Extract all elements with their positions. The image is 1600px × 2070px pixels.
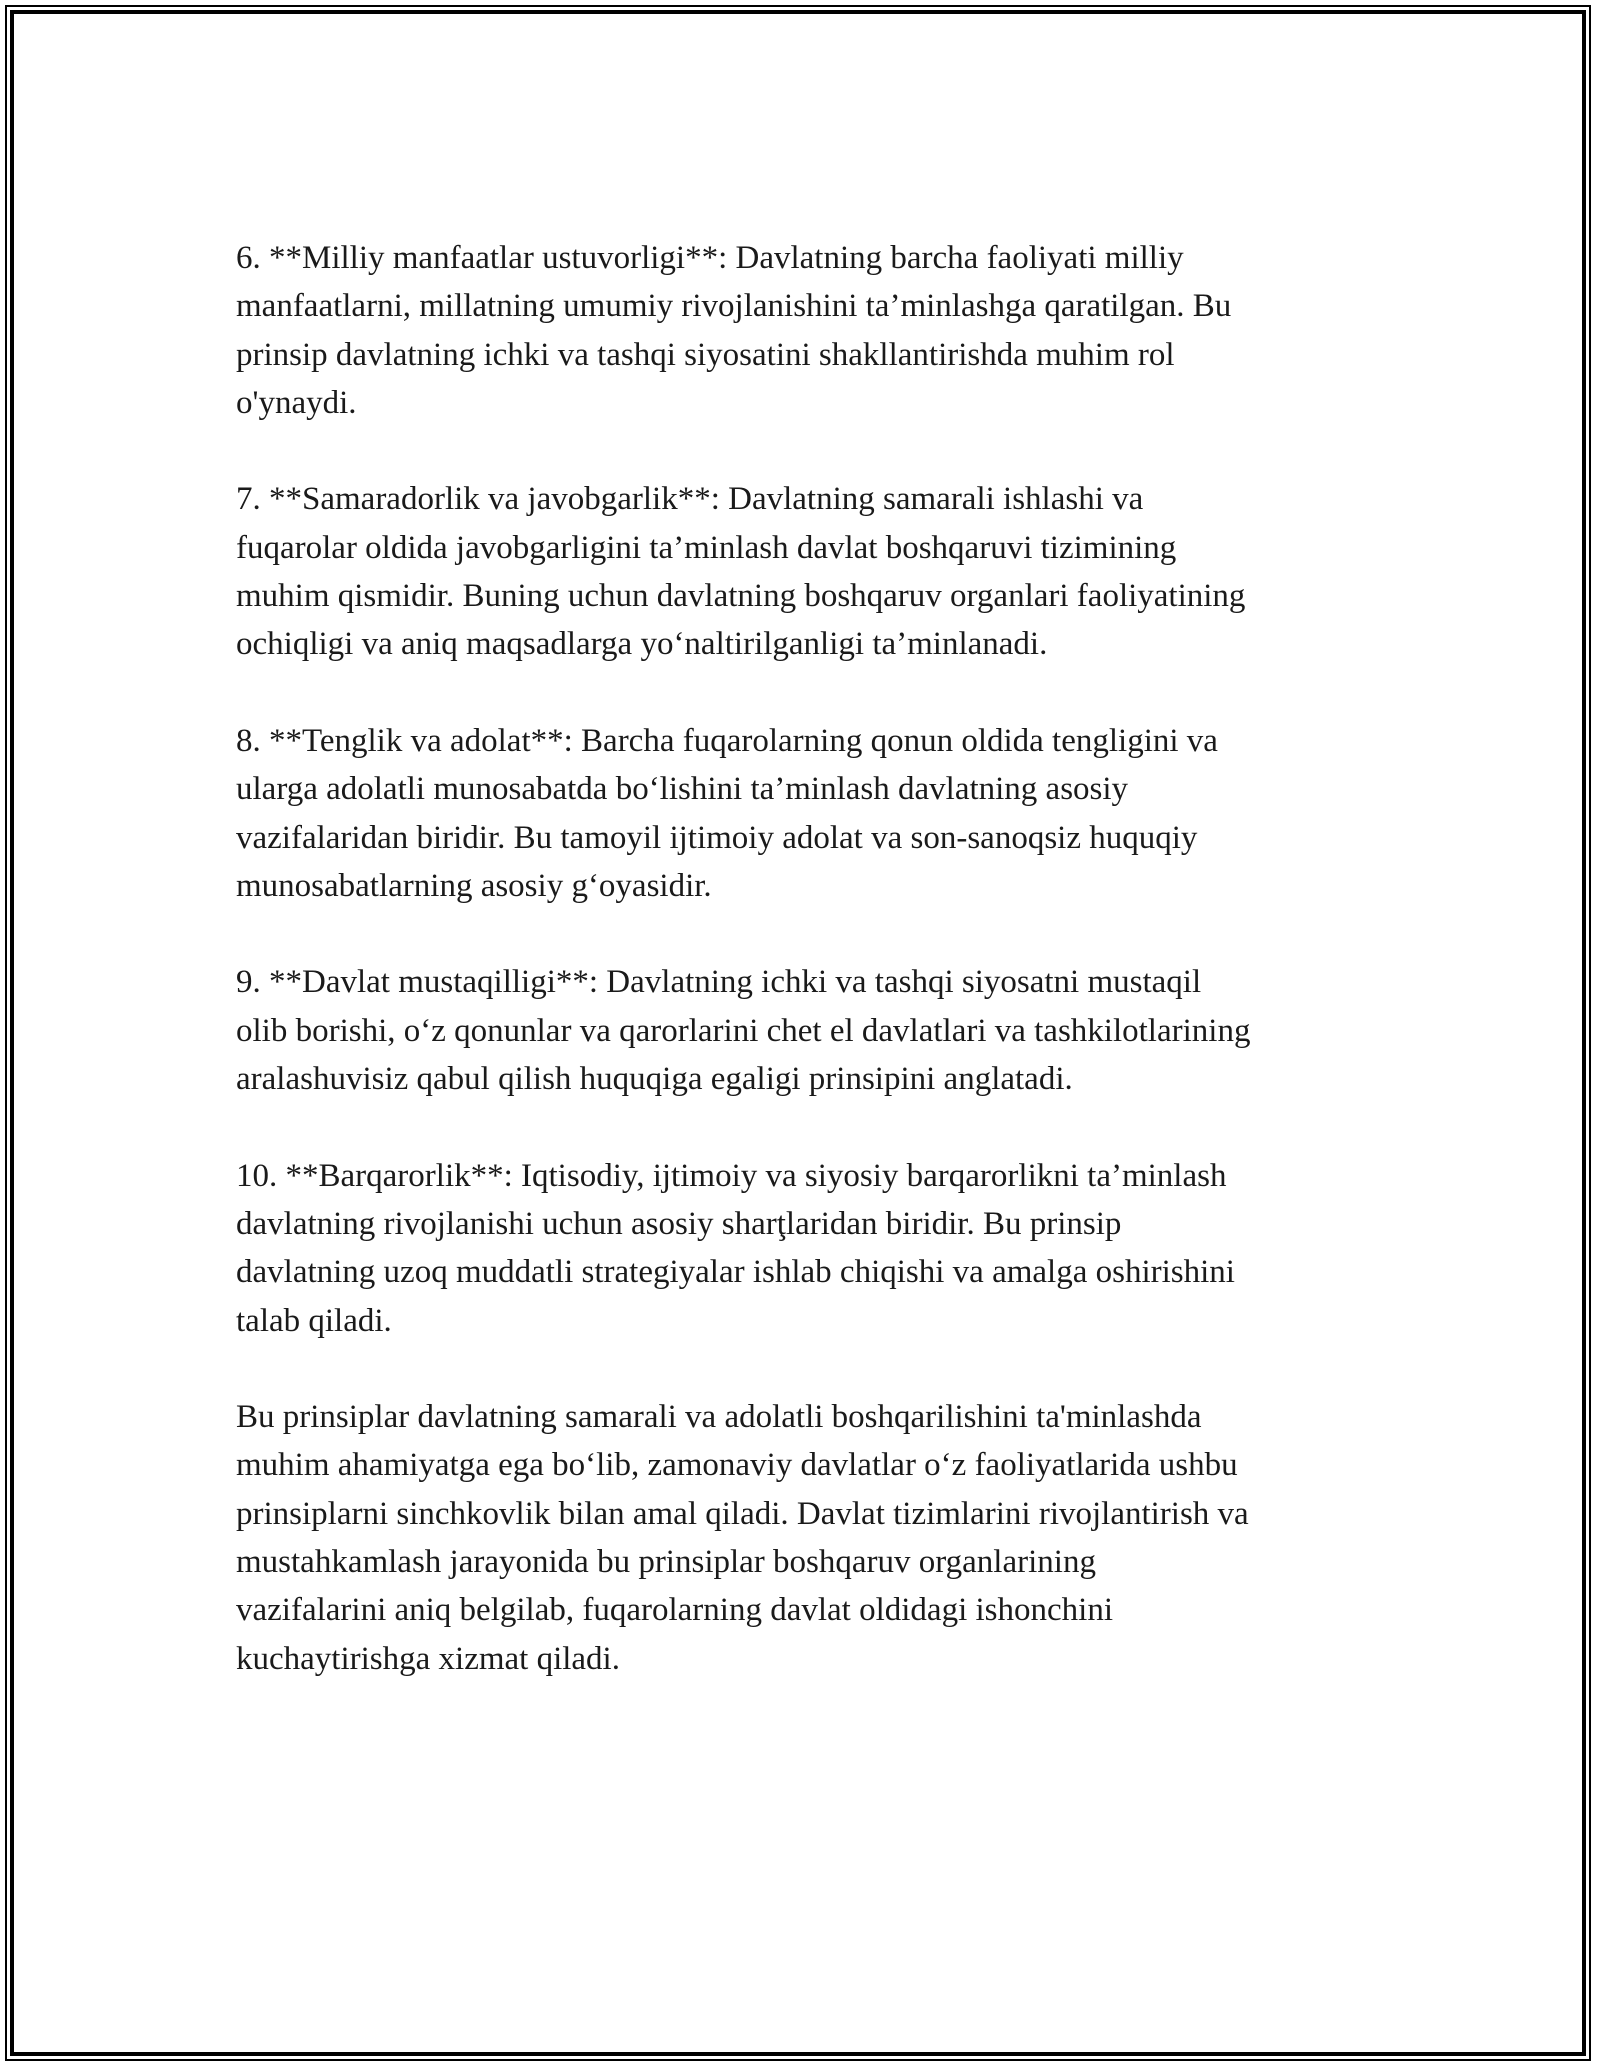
paragraph-samaradorlik: 7. **Samaradorlik va javobgarlik**: Davlatning samarali ishlashi va fuqarolar oldida javobgarligini ta’minlash davlat boshqaruvi tizimining muhim qismidir. Buning uchun davlatning boshqaruv organlari faoliyatining ochiqligi va aniq maqsadlarga yoʻnaltirilganligi ta’minlanadi. <box>236 481 1246 663</box>
paragraph-barqarorlik: 10. **Barqarorlik**: Iqtisodiy, ijtimoiy va siyosiy barqarorlikni ta’minlash davlatning rivojlanishi uchun asosiy sharţlaridan biridir. Bu prinsip davlatning uzoq muddatli strategiyalar ishlab chiqishi va amalga oshirishini talab qiladi. <box>236 1157 1235 1339</box>
paragraph-mustaqillik: 9. **Davlat mustaqilligi**: Davlatning ichki va tashqi siyosatni mustaqil olib borishi, oʻz qonunlar va qarorlarini chet el davlatlari va tashkilotlarining aralashuvisiz qabul qilish huquqiga egaligi prinsipini anglatadi. <box>236 964 1251 1098</box>
paragraph-milliy-manfaatlar: 6. **Milliy manfaatlar ustuvorligi**: Davlatning barcha faoliyati milliy manfaatlarni, millatning umumiy rivojlanishini ta’minlashga qaratilgan. Bu prinsip davlatning ichki va tashqi siyosatini shakllantirishda muhim rol o'ynaydi. <box>236 240 1232 421</box>
document-body <box>236 234 1376 1683</box>
paragraph-conclusion: Bu prinsiplar davlatning samarali va adolatli boshqarilishini ta'minlashda muhim ahamiyatga ega boʻlib, zamonaviy davlatlar oʻz faoliyatlarida ushbu prinsiplarni sinchkovlik bilan amal qiladi. Davlat tizimlarini rivojlantirish va mustahkamlash jarayonida bu prinsiplar boshqaruv organlarining vazifalarini aniq belgilab, fuqarolarning davlat oldidagi ishonchini kuchaytirishga xizmat qiladi. <box>236 1399 1249 1677</box>
paragraph-tenglik: 8. **Tenglik va adolat**: Barcha fuqarolarning qonun oldida tengligini va ularga adolatli munosabatda boʻlishini ta’minlash davlatning asosiy vazifalaridan biridir. Bu tamoyil ijtimoiy adolat va son-sanoqsiz huquqiy munosabatlarning asosiy gʻoyasidir. <box>236 722 1218 904</box>
